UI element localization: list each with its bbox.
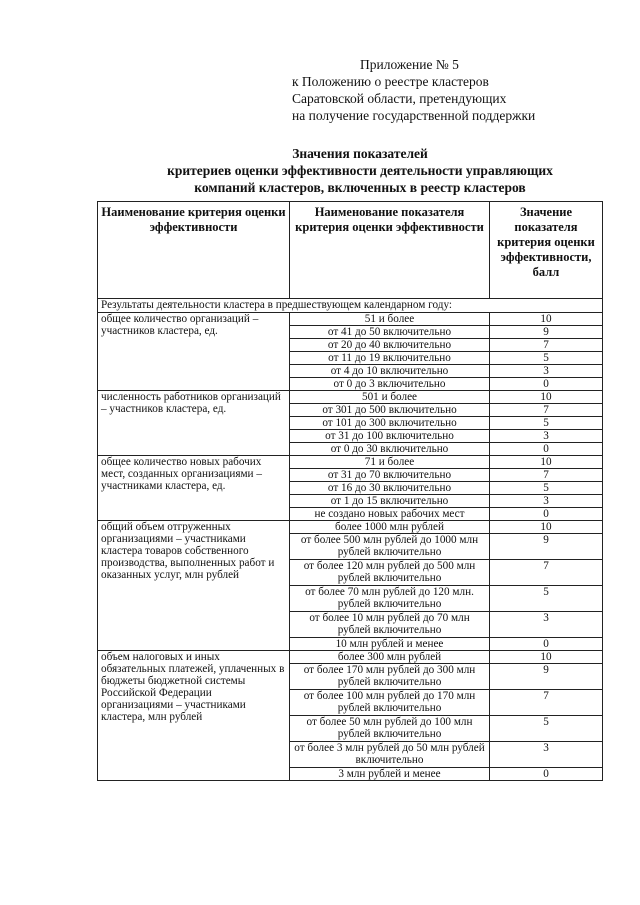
- indicator-cell: от более 3 млн рублей до 50 млн рублей включительно: [290, 742, 490, 768]
- value-cell: 7: [490, 404, 603, 417]
- value-cell: 3: [490, 742, 603, 768]
- value-cell: 5: [490, 716, 603, 742]
- value-cell: 3: [490, 365, 603, 378]
- title-line: критериев оценки эффективности деятельности управляющих: [167, 163, 553, 178]
- header-indicator: Наименование показателя критерия оценки эффективности: [290, 202, 490, 299]
- appendix-line: на получение государственной поддержки: [292, 108, 536, 123]
- indicator-cell: от более 50 млн рублей до 100 млн рублей включительно: [290, 716, 490, 742]
- indicator-cell: от 301 до 500 включительно: [290, 404, 490, 417]
- value-cell: 10: [490, 521, 603, 534]
- appendix-line: Приложение № 5: [360, 57, 459, 72]
- indicator-cell: от 31 до 70 включительно: [290, 469, 490, 482]
- value-cell: 0: [490, 508, 603, 521]
- value-cell: 9: [490, 326, 603, 339]
- title-line: Значения показателей: [292, 146, 428, 161]
- indicator-cell: более 1000 млн рублей: [290, 521, 490, 534]
- title-line: компаний кластеров, включенных в реестр кластеров: [194, 180, 526, 195]
- indicator-cell: 501 и более: [290, 391, 490, 404]
- indicator-cell: не создано новых рабочих мест: [290, 508, 490, 521]
- value-cell: 7: [490, 560, 603, 586]
- appendix-line: к Положению о реестре кластеров: [292, 74, 489, 89]
- value-cell: 0: [490, 768, 603, 781]
- value-cell: 3: [490, 430, 603, 443]
- criterion-name: объем налоговых и иных обязательных платежей, уплаченных в бюджеты бюджетной системы Российской Федерации организациями – участниками кластера, млн рублей: [98, 651, 290, 781]
- value-cell: 0: [490, 378, 603, 391]
- value-cell: 3: [490, 495, 603, 508]
- indicator-cell: от более 120 млн рублей до 500 млн рублей включительно: [290, 560, 490, 586]
- table-row: [98, 391, 603, 404]
- indicator-cell: от 101 до 300 включительно: [290, 417, 490, 430]
- indicator-cell: 71 и более: [290, 456, 490, 469]
- value-cell: 9: [490, 664, 603, 690]
- criterion-name: численность работников организаций – участников кластера, ед.: [98, 391, 290, 456]
- table-header-row: [98, 202, 603, 299]
- indicator-cell: от 11 до 19 включительно: [290, 352, 490, 365]
- value-cell: 10: [490, 313, 603, 326]
- document-title: [100, 145, 620, 196]
- criterion-name: общий объем отгруженных организациями – участниками кластера товаров собственного производства, выполненных работ и оказанных услуг, млн рублей: [98, 521, 290, 651]
- value-cell: 5: [490, 352, 603, 365]
- table-row: [98, 313, 603, 326]
- value-cell: 5: [490, 586, 603, 612]
- value-cell: 10: [490, 456, 603, 469]
- value-cell: 7: [490, 469, 603, 482]
- indicator-cell: от 20 до 40 включительно: [290, 339, 490, 352]
- indicator-cell: 51 и более: [290, 313, 490, 326]
- indicator-cell: от более 70 млн рублей до 120 млн. рублей включительно: [290, 586, 490, 612]
- indicator-cell: от более 10 млн рублей до 70 млн рублей включительно: [290, 612, 490, 638]
- indicator-cell: от 1 до 15 включительно: [290, 495, 490, 508]
- value-cell: 5: [490, 482, 603, 495]
- section-title: Результаты деятельности кластера в предшествующем календарном году:: [98, 299, 603, 313]
- criteria-table: [97, 201, 603, 781]
- value-cell: 9: [490, 534, 603, 560]
- indicator-cell: от 4 до 10 включительно: [290, 365, 490, 378]
- indicator-cell: от более 500 млн рублей до 1000 млн рублей включительно: [290, 534, 490, 560]
- indicator-cell: от 41 до 50 включительно: [290, 326, 490, 339]
- appendix-header: [292, 56, 592, 124]
- indicator-cell: от более 100 млн рублей до 170 млн рублей включительно: [290, 690, 490, 716]
- indicator-cell: от более 170 млн рублей до 300 млн рублей включительно: [290, 664, 490, 690]
- indicator-cell: от 16 до 30 включительно: [290, 482, 490, 495]
- section-row: [98, 299, 603, 313]
- criterion-name: общее количество организаций – участников кластера, ед.: [98, 313, 290, 391]
- indicator-cell: 10 млн рублей и менее: [290, 638, 490, 651]
- indicator-cell: от 0 до 3 включительно: [290, 378, 490, 391]
- table-row: [98, 651, 603, 664]
- indicator-cell: от 31 до 100 включительно: [290, 430, 490, 443]
- header-criterion: Наименование критерия оценки эффективности: [98, 202, 290, 299]
- value-cell: 10: [490, 651, 603, 664]
- value-cell: 7: [490, 690, 603, 716]
- indicator-cell: 3 млн рублей и менее: [290, 768, 490, 781]
- value-cell: 7: [490, 339, 603, 352]
- indicator-cell: более 300 млн рублей: [290, 651, 490, 664]
- table-row: [98, 456, 603, 469]
- value-cell: 0: [490, 638, 603, 651]
- table-row: [98, 521, 603, 534]
- value-cell: 3: [490, 612, 603, 638]
- indicator-cell: от 0 до 30 включительно: [290, 443, 490, 456]
- value-cell: 5: [490, 417, 603, 430]
- header-value: Значение показателя критерия оценки эффективности, балл: [490, 202, 603, 299]
- value-cell: 10: [490, 391, 603, 404]
- value-cell: 0: [490, 443, 603, 456]
- appendix-line: Саратовской области, претендующих: [292, 91, 507, 106]
- criterion-name: общее количество новых рабочих мест, созданных организациями – участниками кластера, ед.: [98, 456, 290, 521]
